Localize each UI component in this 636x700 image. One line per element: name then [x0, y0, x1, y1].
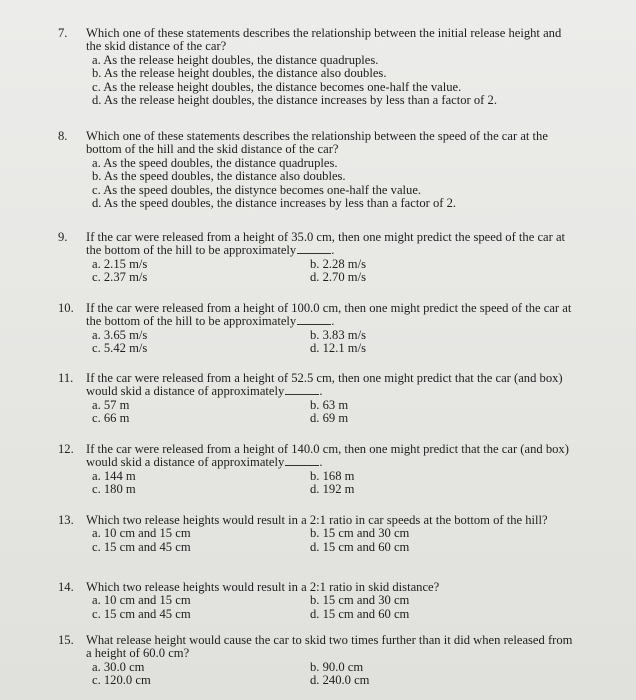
option-b: b. 168 m: [310, 468, 355, 483]
question-number: 14.: [58, 580, 74, 594]
question-stem: Which two release heights would result in a 2:1 ratio in car speeds at the bottom of the hill?: [86, 513, 548, 527]
option-d: d. 15 cm and 60 cm: [310, 606, 410, 621]
question-10: [58, 302, 578, 356]
question-12: [58, 443, 578, 497]
option-a: a. 30.0 cm: [92, 659, 145, 674]
option-d: d. 69 m: [310, 411, 349, 426]
question-8: [58, 130, 578, 210]
option-a: a. As the release height doubles, the distance quadruples.: [92, 52, 379, 67]
question-9: [58, 231, 578, 285]
question-number: 12.: [58, 442, 74, 456]
option-d: d. As the release height doubles, the distance increases by less than a factor of 2.: [92, 93, 497, 108]
option-a: a. 57 m: [92, 397, 130, 412]
option-a: a. 2.15 m/s: [92, 256, 148, 271]
question-14: [58, 581, 578, 621]
question-number: 10.: [58, 301, 74, 315]
question-number: 11.: [58, 371, 74, 385]
question-number: 8.: [58, 129, 68, 143]
option-a: a. 3.65 m/s: [92, 327, 148, 342]
option-c: c. 180 m: [92, 482, 136, 497]
option-b: b. As the release height doubles, the distance also doubles.: [92, 66, 387, 81]
option-c: c. 66 m: [92, 411, 130, 426]
option-d: d. 2.70 m/s: [310, 270, 366, 285]
question-number: 9.: [58, 230, 68, 244]
question-stem: Which one of these statements describes the relationship between the initial release height and the skid distance of the car?: [86, 26, 562, 54]
option-b: b. 3.83 m/s: [310, 327, 366, 342]
option-d: d. As the speed doubles, the distance increases by less than a factor of 2.: [92, 196, 457, 211]
question-stem-text: If the car were released from a height of 100.0 cm, then one might predict the speed of the car at the bottom of the hill to be approximately: [86, 301, 572, 329]
option-c: c. 15 cm and 45 cm: [92, 606, 191, 621]
option-b: b. 15 cm and 30 cm: [310, 593, 410, 608]
question-stem: If the car were released from a height of 35.0 cm, then one might predict the speed of the car at the bottom of the hill to be approximately .: [86, 230, 566, 258]
option-c: c. 5.42 m/s: [92, 341, 148, 356]
question-stem: Which one of these statements describes the relationship between the speed of the car at the bottom of the hill and the skid distance of the car?: [86, 129, 548, 157]
option-a: a. As the speed doubles, the distance quadruples.: [92, 155, 338, 170]
option-c: c. 15 cm and 45 cm: [92, 539, 191, 554]
option-a: a. 144 m: [92, 468, 136, 483]
question-stem: If the car were released from a height of 140.0 cm, then one might predict that the car (and box) would skid a distance of approximately .: [86, 442, 569, 470]
question-stem: If the car were released from a height of 100.0 cm, then one might predict the speed of the car at the bottom of the hill to be approximately .: [86, 301, 572, 329]
option-d: d. 240.0 cm: [310, 673, 370, 688]
question-number: 13.: [58, 513, 74, 527]
option-d: d. 192 m: [310, 482, 355, 497]
question-stem-text: If the car were released from a height of 52.5 cm, then one might predict that the car (and box) would skid a distance of approximately: [86, 371, 563, 399]
option-d: d. 15 cm and 60 cm: [310, 539, 410, 554]
answer-blank: [285, 393, 319, 395]
option-b: b. 2.28 m/s: [310, 256, 366, 271]
question-stem-text: If the car were released from a height of 140.0 cm, then one might predict that the car (and box) would skid a distance of approximately: [86, 442, 569, 470]
question-stem-text: If the car were released from a height of 35.0 cm, then one might predict the speed of the car at the bottom of the hill to be approximately: [86, 230, 566, 258]
answer-blank: [285, 464, 319, 466]
option-c: c. 2.37 m/s: [92, 270, 148, 285]
question-11: [58, 372, 578, 426]
option-a: a. 10 cm and 15 cm: [92, 526, 191, 541]
answer-blank: [297, 252, 331, 254]
option-c: c. As the release height doubles, the distance becomes one-half the value.: [92, 79, 462, 94]
question-7: [58, 27, 578, 107]
question-stem: What release height would cause the car to skid two times further than it did when released from a height of 60.0 cm?: [86, 633, 573, 661]
option-b: b. 90.0 cm: [310, 659, 364, 674]
question-13: [58, 514, 578, 554]
option-b: b. As the speed doubles, the distance also doubles.: [92, 169, 346, 184]
option-a: a. 10 cm and 15 cm: [92, 593, 191, 608]
option-c: c. 120.0 cm: [92, 673, 151, 688]
question-stem: Which two release heights would result in a 2:1 ratio in skid distance?: [86, 580, 440, 594]
option-b: b. 63 m: [310, 397, 349, 412]
option-b: b. 15 cm and 30 cm: [310, 526, 410, 541]
option-c: c. As the speed doubles, the distynce becomes one-half the value.: [92, 182, 422, 197]
question-number: 7.: [58, 26, 68, 40]
question-number: 15.: [58, 633, 74, 647]
question-stem: If the car were released from a height of 52.5 cm, then one might predict that the car (and box) would skid a distance of approximately .: [86, 371, 563, 399]
question-15: [58, 634, 578, 688]
option-d: d. 12.1 m/s: [310, 341, 366, 356]
answer-blank: [297, 323, 331, 325]
